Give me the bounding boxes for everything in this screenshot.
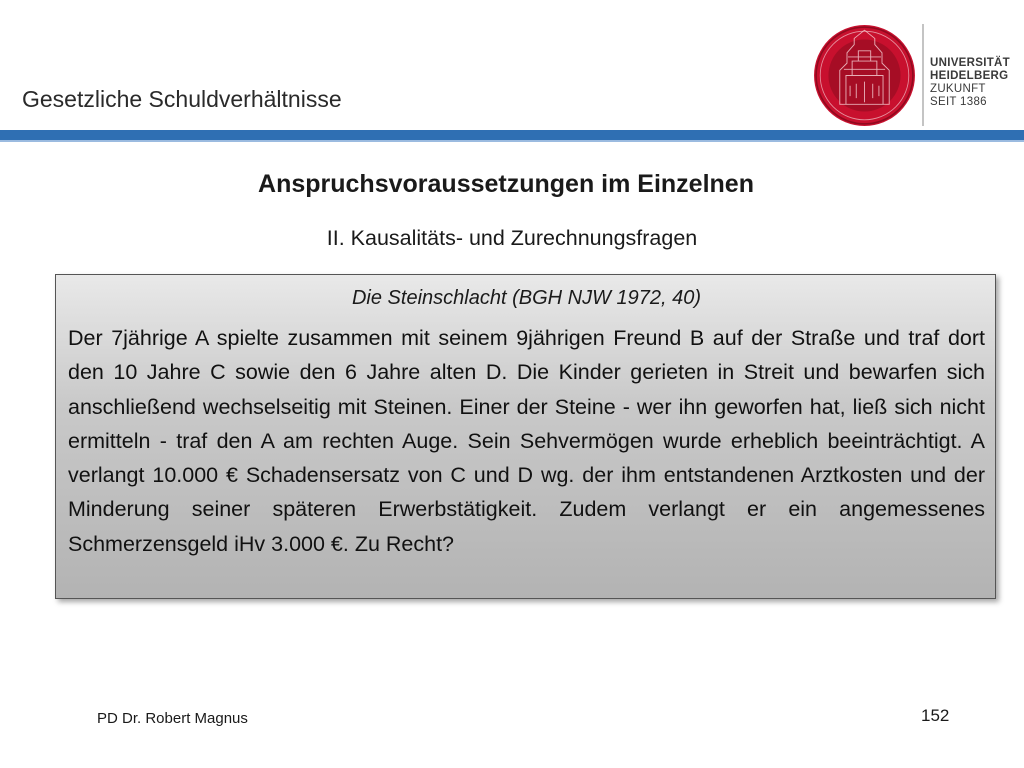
university-seal-icon	[813, 24, 916, 127]
logo-divider	[922, 24, 924, 126]
header-rule-shadow	[0, 140, 1024, 142]
footer-author: PD Dr. Robert Magnus	[97, 710, 248, 727]
logo-line-2: HEIDELBERG	[930, 70, 1009, 82]
logo-line-1: UNIVERSITÄT	[930, 57, 1010, 69]
course-title: Gesetzliche Schuldverhältnisse	[22, 86, 342, 112]
page-title: Anspruchsvoraussetzungen im Einzelnen	[258, 170, 754, 198]
university-logo-text	[930, 57, 1020, 109]
logo-line-3: ZUKUNFT	[930, 83, 986, 95]
case-text: Der 7jährige A spielte zusammen mit seinem 9jährigen Freund B auf der Straße und traf dort den 10 Jahre C sowie den 6 Jahre alten D. Die Kinder gerieten in Streit und bewarfen sich anschließend wechselseitig mit Steinen. Einer der Steine - wer ihn geworfen hat, ließ sich nicht ermitteln - traf den A am rechten Auge. Sein Sehvermögen wurde erheblich beeinträchtigt. A verlangt 10.000 € Schadensersatz von C und D wg. der ihm entstandenen Arztkosten und der Minderung seiner späteren Erwerbstätigkeit. Zudem verlangt er ein angemessenes Schmerzensgeld iHv 3.000 €. Zu Recht?	[68, 326, 985, 556]
header-rule	[0, 130, 1024, 140]
logo-line-4: SEIT 1386	[930, 96, 987, 108]
case-box	[55, 274, 996, 599]
case-title: Die Steinschlacht (BGH NJW 1972, 40)	[351, 287, 702, 309]
page-number: 152	[921, 706, 950, 725]
section-subtitle: II. Kausalitäts- und Zurechnungsfragen	[326, 226, 698, 250]
